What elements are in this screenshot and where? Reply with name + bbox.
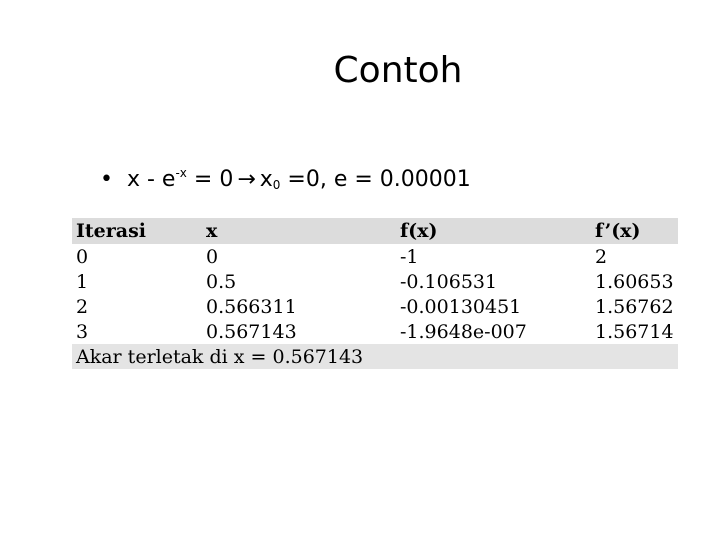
cell-dfx: 1.56714 <box>595 321 674 343</box>
header-iterasi: Iterasi <box>76 220 146 242</box>
table-header-row <box>72 218 678 244</box>
cell-fx: -1.9648e-007 <box>400 321 527 343</box>
equation-lhs-end: = 0 <box>186 167 234 192</box>
cell-x: 0.567143 <box>206 321 297 343</box>
cell-x: 0 <box>206 246 219 268</box>
header-dfx: f’(x) <box>595 220 641 242</box>
cell-dfx: 1.56762 <box>595 296 674 318</box>
cell-x: 0.566311 <box>206 296 297 318</box>
root-result: Akar terletak di x = 0.567143 <box>76 346 364 368</box>
cell-fx: -0.00130451 <box>400 296 522 318</box>
header-fx: f(x) <box>400 220 438 242</box>
equation-rhs-rest: =0, e = 0.00001 <box>280 167 471 192</box>
equation-rhs-var: x <box>259 167 273 192</box>
slide-title: Contoh <box>333 50 463 91</box>
table-row <box>72 319 678 344</box>
cell-fx: -1 <box>400 246 419 268</box>
equation-rhs-sub: 0 <box>272 178 281 192</box>
cell-iterasi: 1 <box>76 271 89 293</box>
cell-dfx: 2 <box>595 246 608 268</box>
bullet-marker: • <box>100 167 113 192</box>
equation-exponent: -x <box>175 166 187 180</box>
bullet-equation <box>100 166 471 192</box>
table-row <box>72 269 678 294</box>
right-arrow-icon: → <box>237 167 256 192</box>
cell-iterasi: 2 <box>76 296 89 318</box>
table-row <box>72 294 678 319</box>
cell-dfx: 1.60653 <box>595 271 674 293</box>
cell-iterasi: 0 <box>76 246 89 268</box>
table-footer-row <box>72 344 678 369</box>
cell-fx: -0.106531 <box>400 271 498 293</box>
equation-lhs-start: x - e <box>126 167 176 192</box>
cell-x: 0.5 <box>206 271 237 293</box>
header-x: x <box>206 220 218 242</box>
table-row <box>72 244 678 269</box>
iteration-table <box>72 218 678 369</box>
cell-iterasi: 3 <box>76 321 89 343</box>
